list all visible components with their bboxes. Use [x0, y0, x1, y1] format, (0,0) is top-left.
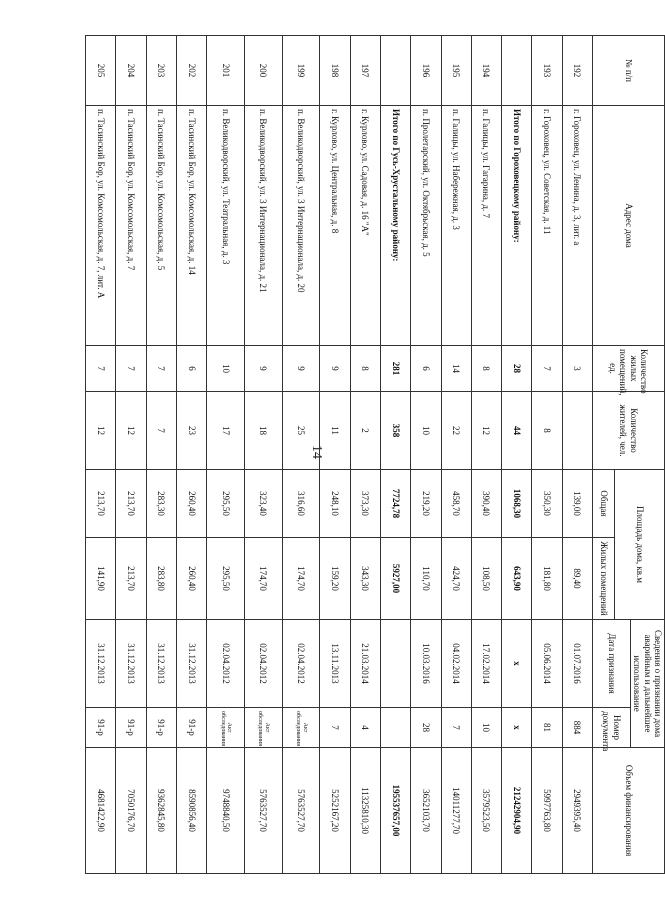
cell-address: Итого по Гусь-Хрустальному району: — [381, 106, 411, 346]
cell-residents: 17 — [207, 392, 245, 470]
cell-area-total: 213,70 — [116, 470, 146, 538]
header-recognition-group: Сведения о признании дома аварийным и дальнейшее использование — [630, 620, 664, 748]
cell-num: 194 — [471, 36, 501, 106]
cell-recognition-date: 02.04.2012 — [207, 620, 245, 708]
cell-area-living: 108,50 — [471, 538, 501, 620]
cell-doc-number: 28 — [411, 708, 441, 748]
cell-rooms: 9 — [282, 346, 320, 392]
cell-doc-number — [381, 708, 411, 748]
cell-residents — [562, 392, 592, 470]
cell-recognition-date: 31.12.2013 — [146, 620, 176, 708]
cell-area-living: 424,70 — [441, 538, 471, 620]
cell-area-living: 89,40 — [562, 538, 592, 620]
header-area-group: Площадь дома, кв.м — [614, 470, 664, 620]
cell-rooms: 9 — [320, 346, 350, 392]
cell-address: п. Великодворский, ул. Театральная, д. 3 — [207, 106, 245, 346]
cell-doc-number: 91-р — [116, 708, 146, 748]
cell-area-living: 343,30 — [350, 538, 380, 620]
cell-doc-number: Акт обследования — [245, 708, 283, 748]
table-row — [146, 36, 176, 874]
cell-funding: 8590856,40 — [177, 748, 207, 874]
cell-recognition-date: 31.12.2013 — [177, 620, 207, 708]
rotated-table-container — [0, 35, 665, 857]
cell-rooms: 6 — [177, 346, 207, 392]
table-row — [562, 36, 592, 874]
table-row — [411, 36, 441, 874]
cell-area-total: 213,70 — [86, 470, 116, 538]
cell-address: г. Курлово, ул. Садовая, д. 16 "А" — [350, 106, 380, 346]
cell-area-total: 295,50 — [207, 470, 245, 538]
cell-doc-number: 7 — [441, 708, 471, 748]
cell-residents: 10 — [411, 392, 441, 470]
cell-doc-number: 4 — [350, 708, 380, 748]
table-row — [532, 36, 562, 874]
cell-num: 196 — [411, 36, 441, 106]
cell-area-total: 390,40 — [471, 470, 501, 538]
cell-funding: 4681422,90 — [86, 748, 116, 874]
cell-recognition-date: х — [502, 620, 532, 708]
cell-residents: 44 — [502, 392, 532, 470]
cell-rooms: 10 — [207, 346, 245, 392]
cell-funding: 5763527,70 — [282, 748, 320, 874]
cell-rooms: 9 — [245, 346, 283, 392]
table-row — [350, 36, 380, 874]
cell-area-total: 1068,30 — [502, 470, 532, 538]
table-row — [207, 36, 245, 874]
cell-doc-number: х — [502, 708, 532, 748]
table-body — [86, 36, 593, 874]
cell-rooms: 7 — [532, 346, 562, 392]
cell-area-total: 260,40 — [177, 470, 207, 538]
cell-num — [381, 36, 411, 106]
cell-address: п. Пролетарский, ул. Октябрьская, д. 5 — [411, 106, 441, 346]
emergency-housing-table — [85, 35, 665, 874]
cell-num — [502, 36, 532, 106]
cell-area-living: 110,70 — [411, 538, 441, 620]
cell-num: 201 — [207, 36, 245, 106]
table-row — [86, 36, 116, 874]
cell-rooms: 7 — [86, 346, 116, 392]
cell-recognition-date: 04.02.2014 — [441, 620, 471, 708]
cell-rooms: 6 — [411, 346, 441, 392]
cell-funding: 21242904,90 — [502, 748, 532, 874]
cell-address: п. Великодворский, ул. 3 Интернационала, д. 21 — [245, 106, 283, 346]
header-rooms-count: Количество жилых помещений, ед. — [592, 346, 664, 392]
cell-rooms: 14 — [441, 346, 471, 392]
cell-area-living: 174,70 — [245, 538, 283, 620]
cell-num: 200 — [245, 36, 283, 106]
cell-address: п. Тасинский Бор, ул. Комсомольская, д. 7 — [116, 106, 146, 346]
cell-residents: 8 — [532, 392, 562, 470]
cell-funding: 3652103,70 — [411, 748, 441, 874]
cell-area-living: 295,50 — [207, 538, 245, 620]
header-residents: Количество жителей, чел. — [592, 392, 664, 470]
cell-funding: 5997763,80 — [532, 748, 562, 874]
cell-area-living: 283,80 — [146, 538, 176, 620]
cell-address: г. Гороховец, ул. Ленина, д. 3, лит. а — [562, 106, 592, 346]
cell-num: 204 — [116, 36, 146, 106]
cell-residents: 25 — [282, 392, 320, 470]
cell-doc-number: 884 — [562, 708, 592, 748]
cell-area-living: 5927,00 — [381, 538, 411, 620]
cell-area-total: 219,20 — [411, 470, 441, 538]
cell-funding: 9362845,80 — [146, 748, 176, 874]
cell-recognition-date: 31.12.2013 — [86, 620, 116, 708]
cell-doc-number: 10 — [471, 708, 501, 748]
cell-area-living: 174,70 — [282, 538, 320, 620]
header-recognition-date: Дата признания — [592, 620, 630, 708]
cell-doc-number: 81 — [532, 708, 562, 748]
cell-recognition-date: 02.04.2012 — [245, 620, 283, 708]
cell-num: 197 — [350, 36, 380, 106]
cell-recognition-date: 05.06.2014 — [532, 620, 562, 708]
header-area-living: Жилых помещений — [592, 538, 614, 620]
cell-rooms: 3 — [562, 346, 592, 392]
table-row — [320, 36, 350, 874]
cell-num: 198 — [320, 36, 350, 106]
cell-recognition-date: 01.07.2016 — [562, 620, 592, 708]
cell-rooms: 28 — [502, 346, 532, 392]
cell-doc-number: 91-р — [86, 708, 116, 748]
cell-rooms: 281 — [381, 346, 411, 392]
cell-rooms: 7 — [146, 346, 176, 392]
cell-doc-number: Акт обследования — [207, 708, 245, 748]
table-row — [441, 36, 471, 874]
cell-residents: 2 — [350, 392, 380, 470]
cell-area-living: 213,70 — [116, 538, 146, 620]
cell-funding: 3579523,50 — [471, 748, 501, 874]
cell-area-total: 350,30 — [532, 470, 562, 538]
cell-num: 192 — [562, 36, 592, 106]
cell-num: 193 — [532, 36, 562, 106]
cell-funding: 14011277,70 — [441, 748, 471, 874]
cell-address: г. Гороховец, ул. Советская, д. 11 — [532, 106, 562, 346]
cell-rooms: 7 — [116, 346, 146, 392]
cell-address: п. Галицы, ул. Набережная, д. 3 — [441, 106, 471, 346]
cell-address: Итого по Гороховецкому району: — [502, 106, 532, 346]
cell-funding: 9748840,50 — [207, 748, 245, 874]
cell-funding: 7050176,70 — [116, 748, 146, 874]
cell-num: 195 — [441, 36, 471, 106]
cell-doc-number: 91-р — [146, 708, 176, 748]
cell-funding: 2949395,40 — [562, 748, 592, 874]
table-row — [282, 36, 320, 874]
cell-address: п. Тасинский Бор, ул. Комсомольская, д. 5 — [146, 106, 176, 346]
cell-address: п. Тасинский Бор, ул. Комсомольская, д. 14 — [177, 106, 207, 346]
cell-recognition-date: 10.03.2016 — [411, 620, 441, 708]
cell-funding: 5763527,70 — [245, 748, 283, 874]
cell-address: п. Тасинский Бор, ул. Комсомольская, д. 7, лит. А — [86, 106, 116, 346]
table-row — [471, 36, 501, 874]
cell-residents: 12 — [471, 392, 501, 470]
header-num: № п/п — [592, 36, 664, 106]
cell-funding: 11325810,30 — [350, 748, 380, 874]
cell-area-total: 323,40 — [245, 470, 283, 538]
cell-area-living: 181,80 — [532, 538, 562, 620]
header-area-total: Общая — [592, 470, 614, 538]
cell-address: п. Великодворский, ул. 3 Интернационала, д. 20 — [282, 106, 320, 346]
cell-residents: 7 — [146, 392, 176, 470]
cell-address: п. Галицы, ул. Гагарина, д. 7 — [471, 106, 501, 346]
cell-recognition-date: 21.03.2014 — [350, 620, 380, 708]
cell-residents: 12 — [116, 392, 146, 470]
cell-area-total: 316,60 — [282, 470, 320, 538]
cell-rooms: 8 — [350, 346, 380, 392]
cell-doc-number: Акт обследования — [282, 708, 320, 748]
cell-residents: 23 — [177, 392, 207, 470]
header-address: Адрес дома — [592, 106, 664, 346]
cell-doc-number: 91-р — [177, 708, 207, 748]
header-funding: Объем финансирования — [592, 748, 664, 874]
cell-funding: 195537657,00 — [381, 748, 411, 874]
cell-area-total: 283,30 — [146, 470, 176, 538]
cell-num: 199 — [282, 36, 320, 106]
cell-residents: 358 — [381, 392, 411, 470]
cell-residents: 12 — [86, 392, 116, 470]
cell-residents: 18 — [245, 392, 283, 470]
cell-area-total: 373,30 — [350, 470, 380, 538]
cell-doc-number: 7 — [320, 708, 350, 748]
cell-area-total: 139,00 — [562, 470, 592, 538]
cell-area-living: 260,40 — [177, 538, 207, 620]
cell-recognition-date: 13.11.2013 — [320, 620, 350, 708]
cell-recognition-date: 02.04.2012 — [282, 620, 320, 708]
cell-address: г. Курлово, ул. Центральная, д. 8 — [320, 106, 350, 346]
table-row — [177, 36, 207, 874]
cell-recognition-date — [381, 620, 411, 708]
cell-area-living: 643,90 — [502, 538, 532, 620]
page-number: 14 — [309, 445, 324, 459]
cell-recognition-date: 17.02.2014 — [471, 620, 501, 708]
header-doc-number: Номер документа — [592, 708, 630, 748]
cell-area-living: 159,20 — [320, 538, 350, 620]
cell-rooms: 8 — [471, 346, 501, 392]
total-row — [502, 36, 532, 874]
cell-area-living: 141,90 — [86, 538, 116, 620]
table-row — [116, 36, 146, 874]
table-row — [245, 36, 283, 874]
cell-num: 205 — [86, 36, 116, 106]
cell-residents: 22 — [441, 392, 471, 470]
cell-funding: 5252167,20 — [320, 748, 350, 874]
cell-area-total: 7724,78 — [381, 470, 411, 538]
cell-residents: 11 — [320, 392, 350, 470]
cell-num: 203 — [146, 36, 176, 106]
cell-area-total: 248,10 — [320, 470, 350, 538]
cell-area-total: 458,70 — [441, 470, 471, 538]
cell-recognition-date: 31.12.2013 — [116, 620, 146, 708]
cell-num: 202 — [177, 36, 207, 106]
total-row — [381, 36, 411, 874]
